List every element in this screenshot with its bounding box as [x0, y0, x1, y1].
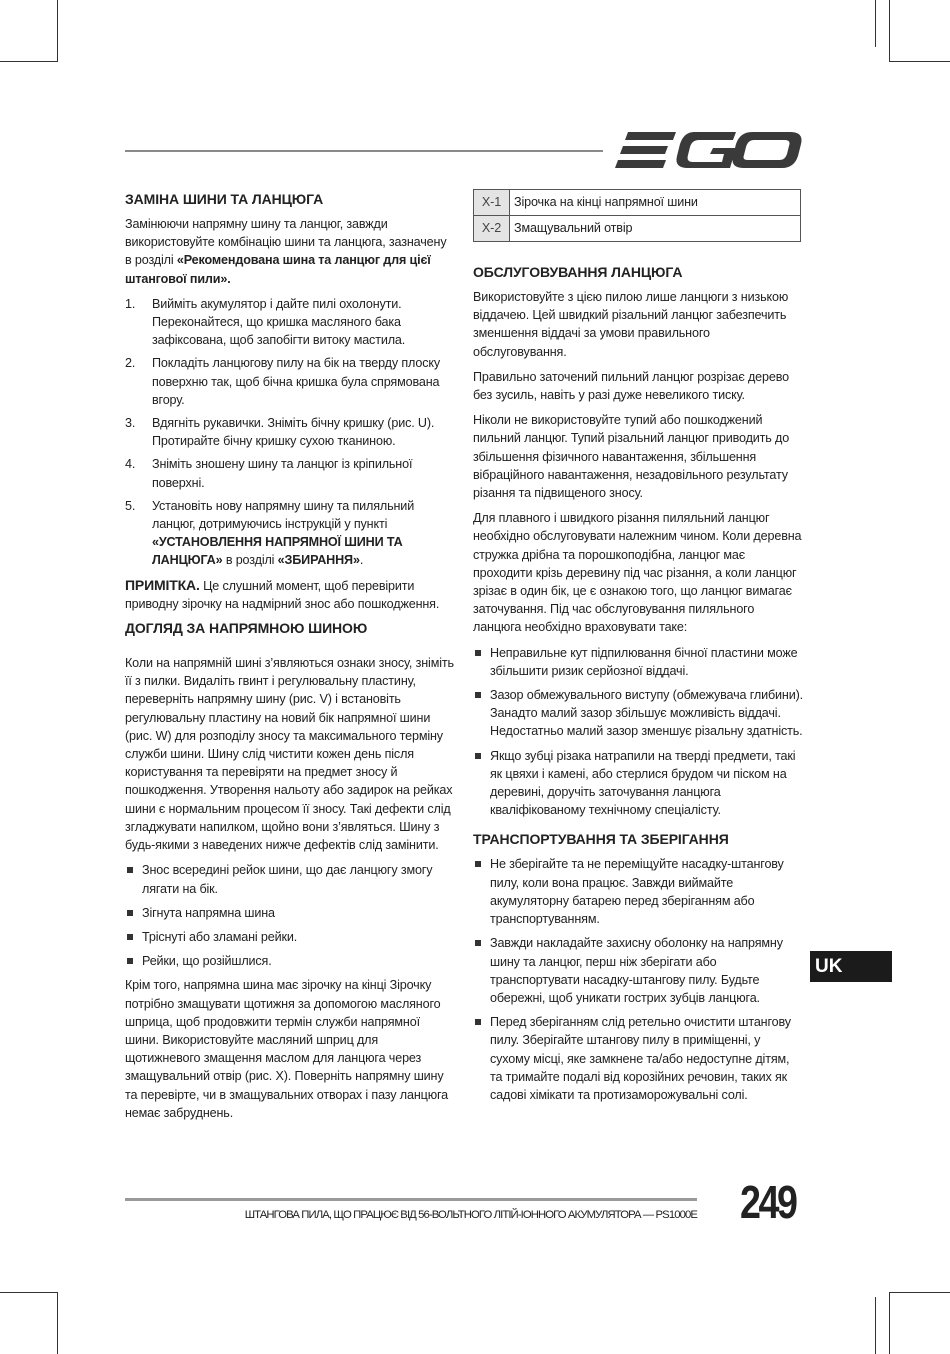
page-number: 249: [740, 1176, 796, 1228]
note-paragraph: [125, 576, 455, 613]
crop-mark: [0, 61, 57, 62]
section-heading-chain-maintenance: ОБСЛУГОВУВАННЯ ЛАНЦЮГА: [473, 264, 683, 280]
step-text: Покладіть ланцюгову пилу на бік на тверду плоску поверхню так, щоб бічна кришка була спрямована вгору.: [152, 356, 441, 407]
crop-mark: [890, 1292, 950, 1293]
step-number: 3.: [125, 416, 136, 431]
list-item-text: Перед зберіганням слід ретельно очистити штангову пилу. Зберігайте штангову пилу в приміщенні, у сухому місці, яке замкнене та/або недоступне дітям, та тримайте подалі від корозійних речовин, таких як садові хімікати та протизаморожувальні солі.: [490, 1015, 791, 1102]
section-heading-guide-bar-care: ДОГЛЯД ЗА НАПРЯМНОЮ ШИНОЮ: [125, 620, 368, 637]
square-bullet-icon: [127, 867, 133, 873]
right-column: [473, 186, 803, 1110]
crop-mark: [0, 1292, 57, 1293]
square-bullet-icon: [127, 910, 133, 916]
list-item-text: Якщо зубці різака натрапили на тверді предмети, такі як цвяхи і камені, або стерлися брудом чи піском на деревині, доручіть заточування ланцюга кваліфікованому технічному спеціалісту.: [490, 748, 796, 818]
step-text: Вийміть акумулятор і дайте пилі охолонути. Переконайтеся, що кришка масляного бака зафіксована, щоб запобігти витоку мастила.: [152, 296, 406, 348]
list-item-text: Тріснуті або зламані рейки.: [142, 929, 298, 944]
bar-defects-list: [125, 861, 455, 970]
step-bold-text: «УСТАНОВЛЕННЯ НАПРЯМНОЇ ШИНИ ТА ЛАНЦЮГА»: [152, 535, 403, 568]
legend-code: X-1: [474, 190, 510, 216]
list-item: [125, 455, 455, 491]
square-bullet-icon: [475, 753, 481, 759]
table-row: [474, 190, 801, 216]
square-bullet-icon: [127, 958, 133, 964]
list-item: [125, 928, 455, 946]
chain-paragraph: Правильно заточений пильний ланцюг розрізає дерево без зусиль, навіть у разі дуже невеликого тиску.: [473, 369, 790, 403]
list-item-text: Рейки, що розійшлися.: [142, 954, 272, 969]
list-item: [125, 861, 455, 897]
step-text: Установіть нову напрямну шину та пиляльний ланцюг, дотримуючись інструкцій у пункті: [152, 498, 415, 532]
ego-logo: [614, 126, 804, 176]
step-bold-text: «ЗБИРАННЯ»: [277, 553, 360, 568]
chain-paragraph: Використовуйте з цією пилою лише ланцюги з низькою віддачею. Цей швидкий різальний ланцюг забезпечить зменшення віддачі за умови правильного обслуговування.: [473, 290, 789, 359]
list-item: [125, 354, 455, 409]
chain-paragraph: Ніколи не використовуйте тупий або пошкоджений пильний ланцюг. Тупий різальний ланцюг приводить до збільшення фізичного навантаження, збільшення вібраційного навантаження, незадовільного результату різання та підвищеного зносу.: [473, 413, 790, 501]
section-heading-transport-storage: ТРАНСПОРТУВАННЯ ТА ЗБЕРІГАННЯ: [473, 831, 729, 848]
step-text: Вдягніть рукавички. Зніміть бічну кришку (рис. U). Протирайте бічну кришку сухою тканиною.: [152, 416, 435, 449]
step-number: 1.: [125, 296, 136, 311]
step-number: 5.: [125, 498, 136, 513]
list-item-text: Неправильне кут підпилювання бічної пластини може збільшити ризик серйозної віддачі.: [490, 645, 798, 678]
list-item: [125, 497, 455, 570]
step-text: в розділі: [222, 553, 278, 568]
list-item: [473, 934, 803, 1007]
legend-code: X-2: [474, 216, 510, 242]
step-number: 4.: [125, 457, 136, 472]
legend-label: Зірочка на кінці напрямної шини: [510, 190, 801, 216]
replacement-steps: [125, 295, 455, 570]
list-item: [125, 414, 455, 450]
section-heading-bar-chain-replacement: ЗАМІНА ШИНИ ТА ЛАНЦЮГА: [125, 191, 324, 207]
crop-mark: [875, 1297, 876, 1354]
language-tab: UK: [810, 951, 892, 982]
crop-mark: [889, 0, 890, 62]
storage-list: [473, 855, 803, 1104]
list-item: [473, 747, 803, 820]
guide-bar-paragraph: Коли на напрямній шині з’являються ознаки зносу, зніміть її з пилки. Видаліть гвинт і регулювальну пластину, переверніть напрямну шину (рис. V) і встановіть регулювальну пластину на новий бік напрямної шини (рис. W) для розподілу зносу та максимального терміну служби шини. Шину слід чистити кожен день після користування та перевіряти на предмет зносу й пошкодження. Утворення нальоту або задирок на рейках шини є нормальним процесом її зносу. Такі дефекти слід згладжувати напилком, щойно вони з’являться. Шину з будь-якими з наведених нижче дефектів слід замінити.: [125, 656, 454, 853]
square-bullet-icon: [475, 940, 481, 946]
table-row: [474, 216, 801, 242]
list-item-text: Не зберігайте та не переміщуйте насадку-штангову пилу, коли вона працює. Завжди виймайте акумуляторну батарею перед зберіганням або транспортуванням.: [490, 857, 784, 927]
crop-mark: [890, 61, 950, 62]
square-bullet-icon: [475, 1019, 481, 1025]
list-item: [473, 1013, 803, 1104]
intro-paragraph: [125, 215, 455, 288]
left-column: [125, 186, 455, 1129]
note-text: Це слушний момент, щоб перевірити приводну зірочку на надмірний знос або пошкодження.: [125, 578, 440, 611]
square-bullet-icon: [127, 934, 133, 940]
footer-title: ШТАНГОВА ПИЛА, ЩО ПРАЦЮЄ ВІД 56-ВОЛЬТНОГО ЛІТІЙ-ІОННОГО АКУМУЛЯТОРА — PS1000E: [244, 1209, 697, 1221]
list-item: [473, 855, 803, 928]
list-item-text: Зазор обмежувального виступу (обмежувача глибини). Занадто малий зазор збільшує можливість віддачі. Недостатньо малий зазор зменшує різальну здатність.: [490, 688, 804, 739]
list-item: [473, 686, 803, 741]
crop-mark: [57, 1292, 58, 1354]
crop-mark: [889, 1292, 890, 1354]
footer-rule: [125, 1198, 697, 1201]
square-bullet-icon: [475, 692, 481, 698]
step-text: .: [359, 553, 364, 568]
step-text: Зніміть зношену шину та ланцюг із кріпильної поверхні.: [152, 457, 413, 490]
square-bullet-icon: [475, 861, 481, 867]
sprocket-paragraph: Крім того, напрямна шина має зірочку на кінці Зірочку потрібно змащувати щотижня за допомогою масляного шприца, щоб продовжити термін служби напрямної шини. Використовуйте масляний шприц для щотижневого змащення маслом для ланцюга через змащувальний отвір (рис. X). Поверніть напрямну шину та перевірте, чи в змащувальних отворах і пазу ланцюга немає забруднень.: [125, 978, 449, 1120]
list-item-text: Завжди накладайте захисну оболонку на напрямну шину та ланцюг, перш ніж зберігати або транспортувати насадку-штангову пилу. Будьте обережні, щоб уникати гострих зубців ланцюга.: [490, 936, 783, 1005]
chain-paragraph: Для плавного і швидкого різання пиляльний ланцюг необхідно обслуговувати належним чином. Коли деревна стружка дрібна та порошкоподібна, ланцюг має проходити крізь деревину під час різання, а коли ланцюг зрізає в один бік, це є ознакою того, що ланцюг вимагає заточування. Під час обслуговування пиляльного ланцюга необхідно враховувати таке:: [473, 511, 802, 635]
intro-text: Замінюючи напрямну шину та ланцюг, завжди використовуйте комбінацію шини та ланцюга, зазначену в розділі: [125, 217, 447, 268]
step-number: 2.: [125, 356, 136, 371]
list-item-text: Зігнута напрямна шина: [142, 905, 275, 920]
list-item: [473, 644, 803, 680]
list-item-text: Знос всередині рейок шини, що дає ланцюгу змогу лягати на бік.: [142, 863, 433, 896]
list-item: [125, 904, 455, 922]
chain-factors-list: [473, 644, 803, 820]
legend-label: Змащувальний отвір: [510, 216, 801, 242]
intro-bold-text: «Рекомендована шина та ланцюг для цієї штангової пили».: [125, 253, 431, 286]
square-bullet-icon: [475, 650, 481, 656]
legend-table: [473, 189, 801, 242]
note-label: ПРИМІТКА.: [125, 576, 200, 593]
crop-mark: [875, 0, 876, 47]
list-item: [125, 295, 455, 350]
header-rule: [125, 150, 603, 152]
list-item: [125, 952, 455, 970]
crop-mark: [57, 0, 58, 62]
